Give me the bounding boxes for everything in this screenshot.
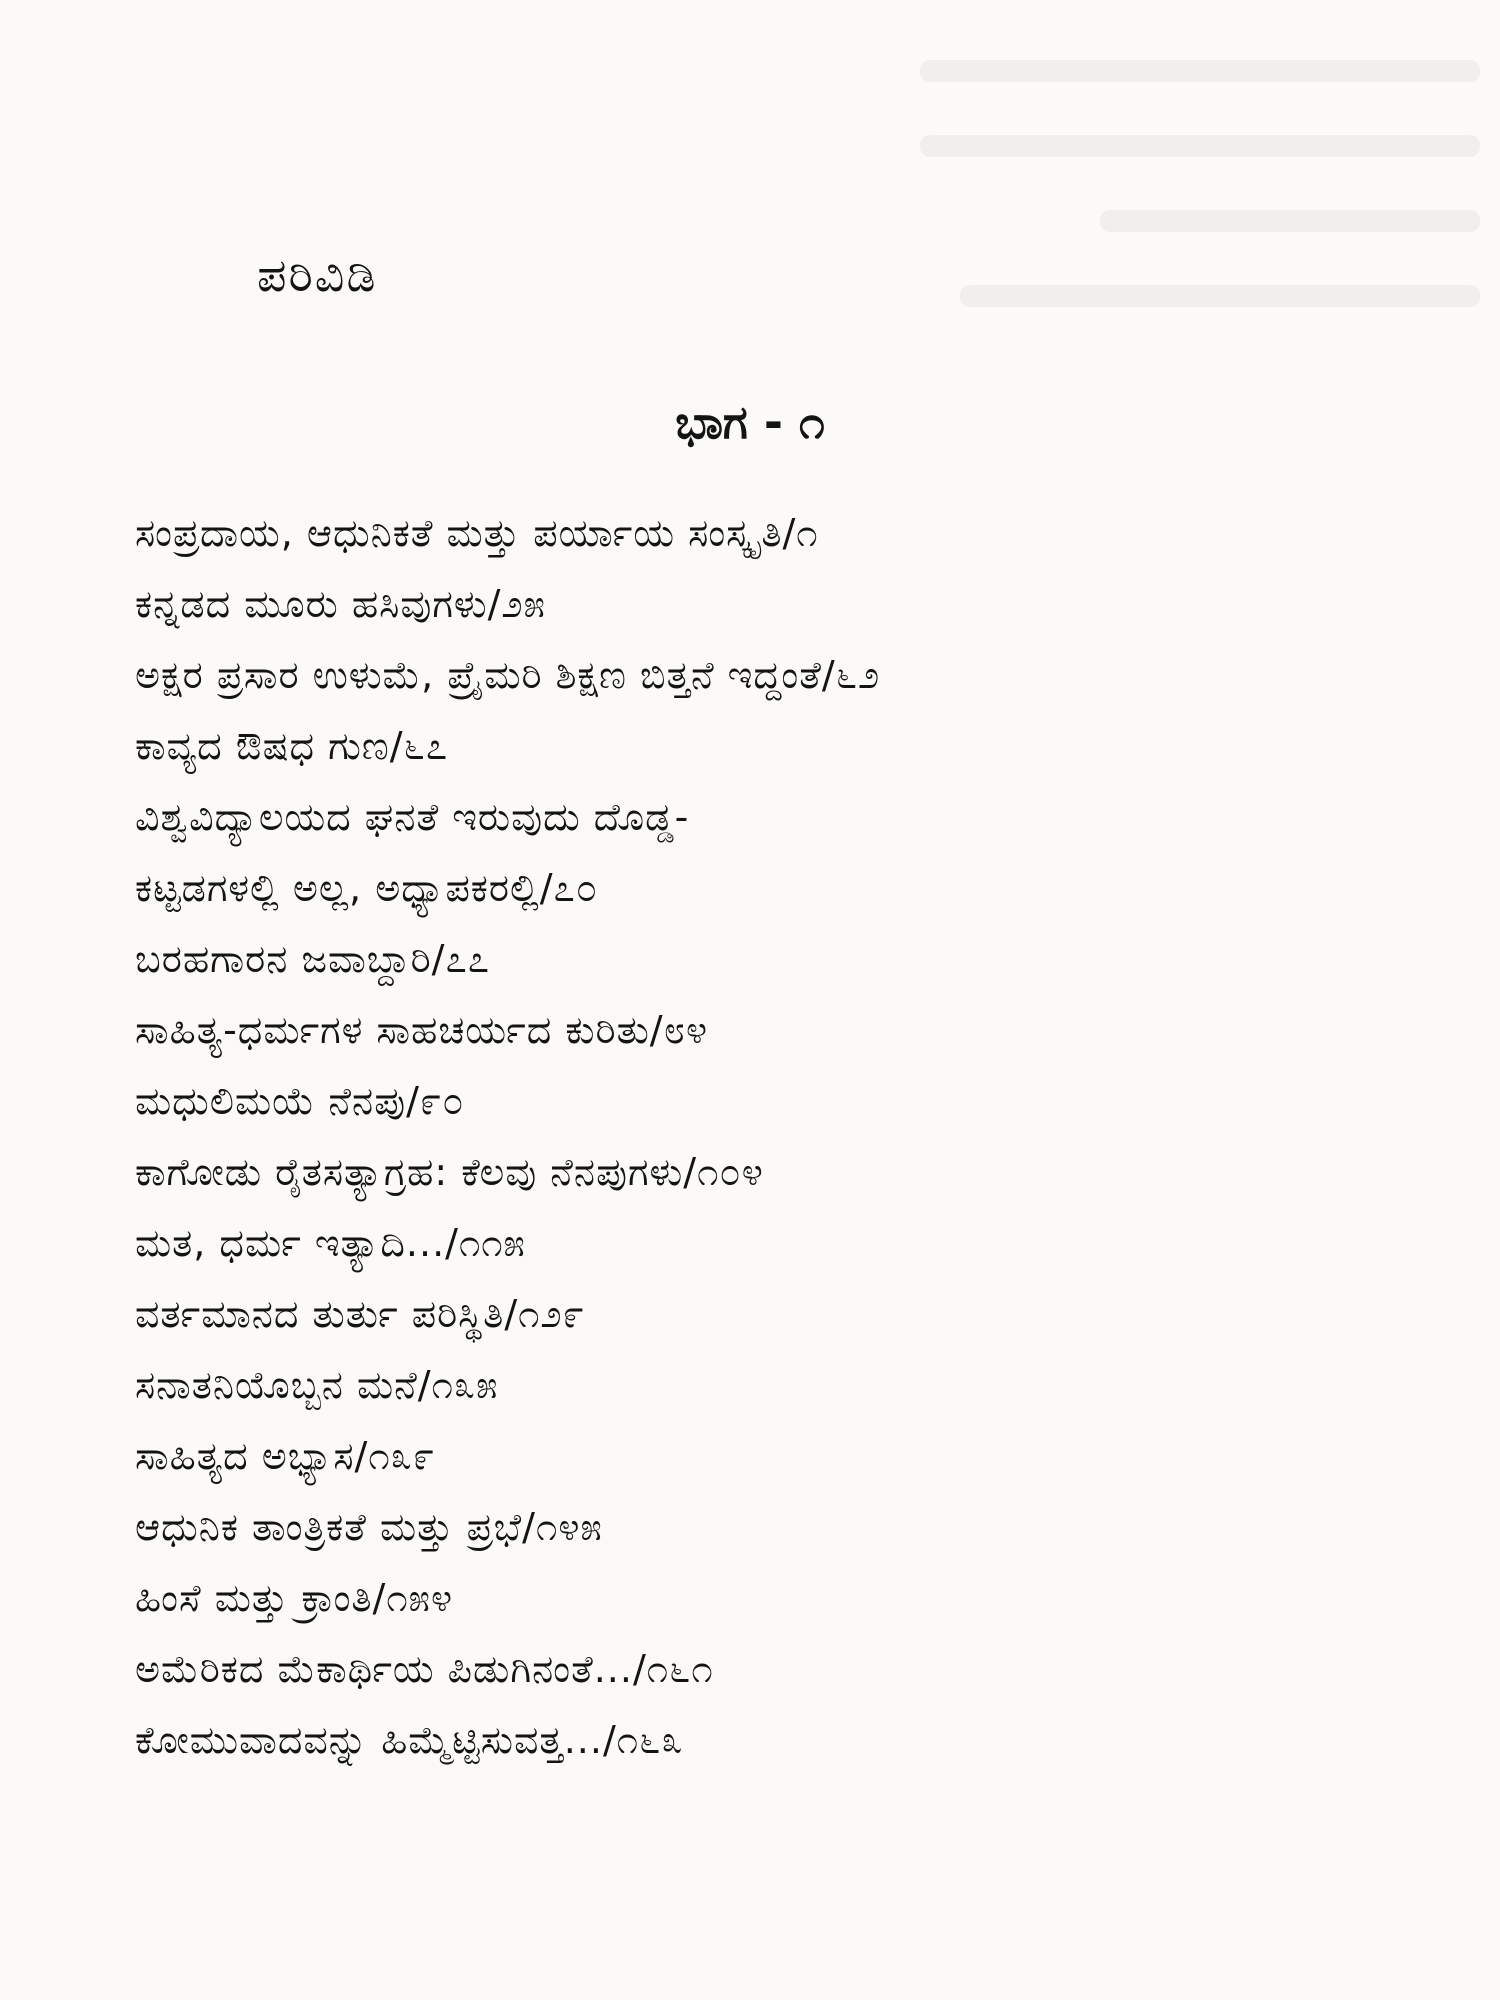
toc-entry: ಸನಾತನಿಯೊಬ್ಬನ ಮನೆ/೧೩೫ bbox=[135, 1363, 499, 1407]
table-of-contents bbox=[135, 498, 1435, 1776]
toc-entry: ಕಾವ್ಯದ ಔಷಧ ಗುಣ/೬೭ bbox=[135, 724, 449, 768]
part-heading bbox=[0, 395, 1500, 451]
toc-entry: ಕಾಗೋಡು ರೈತಸತ್ಯಾಗ್ರಹ: ಕೆಲವು ನೆನಪುಗಳು/೧೦೪ bbox=[135, 1150, 764, 1194]
toc-entry: ಅಮೆರಿಕದ ಮೆಕಾರ್ಥಿಯ ಪಿಡುಗಿನಂತೆ.../೧೬೧ bbox=[135, 1647, 714, 1691]
toc-entry: ಸಂಪ್ರದಾಯ, ಆಧುನಿಕತೆ ಮತ್ತು ಪರ್ಯಾಯ ಸಂಸ್ಕೃತಿ/೧ bbox=[135, 511, 819, 555]
bleed-through-line bbox=[920, 60, 1480, 82]
part-heading-text: ಭಾಗ - ೧ bbox=[675, 395, 825, 449]
toc-entry: ಅಕ್ಷರ ಪ್ರಸಾರ ಉಳುಮೆ, ಪ್ರೈಮರಿ ಶಿಕ್ಷಣ ಬಿತ್ತನೆ ಇದ್ದಂತೆ/೬೨ bbox=[135, 653, 881, 697]
bleed-through-line bbox=[960, 285, 1480, 307]
toc-entry: ಮಧುಲಿಮಯೆ ನೆನಪು/೯೦ bbox=[135, 1079, 465, 1123]
toc-entry: ಸಾಹಿತ್ಯದ ಅಭ್ಯಾಸ/೧೩೯ bbox=[135, 1434, 436, 1478]
toc-entry: ಬರಹಗಾರನ ಜವಾಬ್ದಾರಿ/೭೭ bbox=[135, 937, 491, 981]
toc-entry: ಮತ, ಧರ್ಮ ಇತ್ಯಾದಿ.../೧೧೫ bbox=[135, 1221, 526, 1265]
toc-entry: ಆಧುನಿಕ ತಾಂತ್ರಿಕತೆ ಮತ್ತು ಪ್ರಭೆ/೧೪೫ bbox=[135, 1505, 603, 1549]
toc-entry: ಕೋಮುವಾದವನ್ನು ಹಿಮ್ಮೆಟ್ಟಿಸುವತ್ತ.../೧೬೩ bbox=[135, 1718, 684, 1762]
toc-entry: ವರ್ತಮಾನದ ತುರ್ತು ಪರಿಸ್ಥಿತಿ/೧೨೯ bbox=[135, 1292, 585, 1336]
toc-entry: ಹಿಂಸೆ ಮತ್ತು ಕ್ರಾಂತಿ/೧೫೪ bbox=[135, 1576, 454, 1620]
bleed-through-line bbox=[1100, 210, 1480, 232]
toc-entry: ಕಟ್ಟಡಗಳಲ್ಲಿ ಅಲ್ಲ, ಅಧ್ಯಾಪಕರಲ್ಲಿ/೭೦ bbox=[135, 866, 599, 910]
page-title: ಪರಿವಿಡಿ bbox=[257, 248, 378, 302]
toc-entry: ವಿಶ್ವವಿದ್ಯಾಲಯದ ಘನತೆ ಇರುವುದು ದೊಡ್ಡ- bbox=[135, 795, 690, 839]
toc-entry: ಕನ್ನಡದ ಮೂರು ಹಸಿವುಗಳು/೨೫ bbox=[135, 582, 546, 626]
toc-entry: ಸಾಹಿತ್ಯ-ಧರ್ಮಗಳ ಸಾಹಚರ್ಯದ ಕುರಿತು/೮೪ bbox=[135, 1008, 709, 1052]
bleed-through-line bbox=[920, 135, 1480, 157]
